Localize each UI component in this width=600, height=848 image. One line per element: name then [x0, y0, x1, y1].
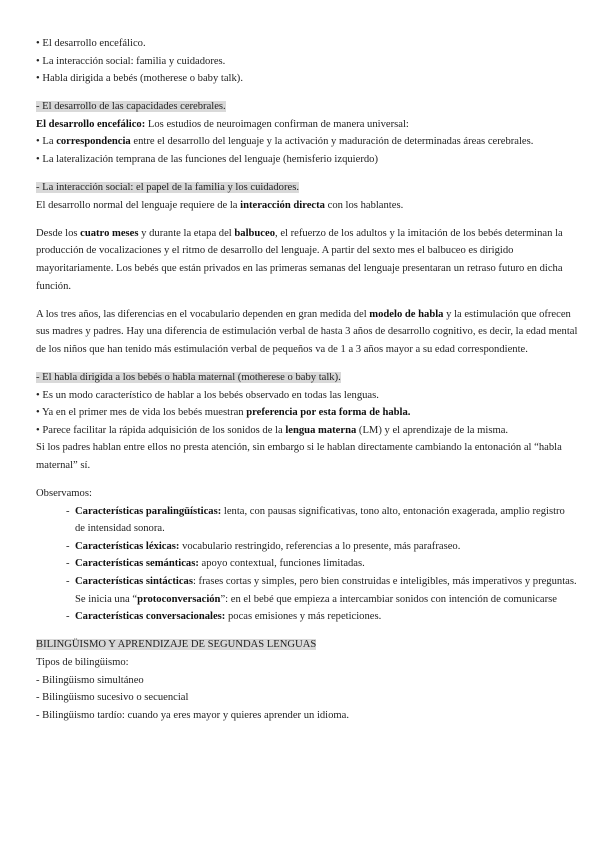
text-segment: de los niños que han tenido más estimulación verbal de pequeños va de 1 a 3 años mayor a su edad correspondiente.	[36, 343, 528, 355]
paragraph-spacer	[36, 88, 571, 99]
text-line	[36, 591, 571, 609]
bold-term: Características paralingüísticas:	[75, 505, 222, 517]
bold-term: interacción directa	[240, 199, 325, 211]
text-segment: maternal” sí.	[36, 459, 91, 471]
text-line	[36, 197, 571, 215]
text-segment: y durante la etapa del	[138, 227, 235, 239]
text-segment: Si los padres hablan entre ellos no presta atención, sin embargo si le hablan directamente cambiando la entonación al “habla	[36, 442, 562, 454]
text-segment: - La interacción social: el papel de la familia y los cuidadores.	[36, 182, 299, 194]
text-line	[36, 439, 571, 457]
text-line	[36, 689, 571, 707]
text-segment: , el refuerzo de los adultos y la imitación de los bebés determinan la	[275, 227, 563, 239]
text-segment: (LM) y el aprendizaje de la misma.	[356, 424, 509, 436]
list-item	[36, 538, 571, 556]
text-segment: lenta, con pausas significativas, tono alto, entonación exagerada, amplio registro	[221, 505, 565, 517]
text-line	[36, 260, 571, 278]
text-line	[36, 278, 571, 296]
document-page	[36, 35, 578, 724]
list-dash-marker: -	[66, 505, 70, 517]
text-line	[36, 485, 571, 503]
list-item-text	[66, 558, 365, 569]
text-segment: BILINGÜISMO Y APRENDIZAJE DE SEGUNDAS LENGUAS	[36, 639, 317, 651]
list-item-text	[66, 611, 381, 622]
text-line	[36, 242, 571, 260]
list-dash-marker: -	[66, 558, 70, 570]
text-segment: producción de vocalizaciones y el ritmo de desarrollo del lenguaje. A partir del sexto mes el balbuceo es dirigido	[36, 245, 514, 257]
section-heading	[36, 98, 571, 116]
section-heading	[36, 179, 571, 197]
bold-term: El desarrollo encefálico:	[36, 118, 146, 130]
paragraph-spacer	[36, 214, 571, 225]
list-item-text	[66, 576, 577, 587]
bold-term: correspondencia	[56, 136, 131, 148]
list-item	[36, 573, 577, 591]
highlighted-heading-text	[36, 372, 341, 383]
text-segment: Observamos:	[36, 488, 92, 500]
text-line	[36, 457, 571, 475]
bold-term: preferencia por esta forma de habla.	[246, 407, 411, 419]
text-line	[36, 35, 571, 53]
text-line	[36, 404, 571, 422]
bold-term: modelo de habla	[369, 308, 444, 320]
text-segment: sus madres y padres. Hay una diferencia de estimulación verbal de hasta 3 años de desarrollo cognitivo, es decir, la edad mental	[36, 326, 578, 338]
text-segment: - El habla dirigida a los bebés o habla maternal (motherese o baby talk).	[36, 372, 341, 383]
text-line	[36, 387, 571, 405]
text-line	[36, 422, 571, 440]
bold-term: balbuceo	[234, 227, 276, 239]
text-segment: • Ya en el primer mes de vida los bebés muestran	[36, 407, 247, 419]
text-segment: vocabulario restringido, referencias a lo presente, más parafraseo.	[179, 540, 461, 552]
paragraph-spacer	[36, 475, 571, 486]
text-segment: • La interacción social: familia y cuidadores.	[36, 55, 226, 67]
list-item	[36, 503, 571, 521]
text-line	[36, 70, 571, 88]
bold-term: Características léxicas:	[75, 540, 180, 552]
bold-term: Características semánticas:	[75, 558, 199, 570]
text-segment: de intensidad sonora.	[75, 523, 165, 535]
highlighted-heading-text	[36, 101, 226, 112]
bold-term: protoconversación	[137, 593, 221, 605]
text-segment: • Es un modo característico de hablar a los bebés observado en todas las lenguas.	[36, 389, 379, 401]
text-segment: mayoritariamente. Los bebés que están privados en las primeras semanas del lenguaje presentaran un retraso futuro en dicha	[36, 263, 563, 275]
list-item	[36, 608, 571, 626]
text-segment: Se inicia una “	[75, 593, 138, 605]
list-item-text	[66, 541, 460, 552]
text-segment: apoyo contextual, funciones limitadas.	[198, 558, 365, 570]
text-line	[36, 116, 571, 134]
text-line	[36, 520, 571, 538]
text-segment: entre el desarrollo del lenguaje y la activación y maduración de determinadas áreas cerebrales.	[130, 136, 534, 148]
bold-term: Características sintácticas	[75, 576, 193, 588]
list-item-text	[66, 506, 565, 517]
paragraph-spacer	[36, 169, 571, 180]
text-segment: • La lateralización temprana de las funciones del lenguaje (hemisferio izquierdo)	[36, 154, 378, 166]
text-segment: Tipos de bilingüismo:	[36, 656, 129, 668]
bold-term: cuatro meses	[80, 227, 139, 239]
text-line	[36, 707, 571, 725]
paragraph-spacer	[36, 626, 571, 637]
bold-term: Características conversacionales:	[75, 611, 226, 623]
text-line	[36, 151, 571, 169]
list-dash-marker: -	[66, 540, 70, 552]
highlighted-heading-text	[36, 639, 316, 650]
text-segment: Los estudios de neuroimagen confirman de manera universal:	[145, 118, 409, 130]
text-segment: pocas emisiones y más repeticiones.	[225, 611, 382, 623]
list-dash-marker: -	[66, 611, 70, 623]
paragraph-spacer	[36, 295, 571, 306]
text-line	[36, 53, 571, 71]
text-line	[36, 133, 571, 151]
list-item	[36, 555, 571, 573]
text-segment: con los hablantes.	[324, 199, 404, 211]
text-segment: • Habla dirigida a bebés (motherese o baby talk).	[36, 73, 243, 85]
highlighted-heading-text	[36, 182, 299, 193]
text-segment: El desarrollo normal del lenguaje requiere de la	[36, 199, 241, 211]
text-segment: y la estimulación que ofrecen	[443, 308, 571, 320]
text-line	[36, 225, 571, 243]
text-segment: Desde los	[36, 227, 81, 239]
section-heading	[36, 369, 571, 387]
text-segment: • Parece facilitar la rápida adquisición de los sonidos de la	[36, 424, 286, 436]
text-segment: función.	[36, 280, 72, 292]
bold-term: lengua materna	[285, 424, 357, 436]
text-line	[36, 323, 578, 341]
list-dash-marker: -	[66, 576, 70, 588]
text-segment: - Bilingüismo tardío: cuando ya eres mayor y quieres aprender un idioma.	[36, 709, 350, 721]
text-segment: - El desarrollo de las capacidades cerebrales.	[36, 101, 226, 113]
text-segment: - Bilingüismo simultáneo	[36, 674, 144, 686]
text-segment: • El desarrollo encefálico.	[36, 38, 146, 49]
text-segment: - Bilingüismo sucesivo o secuencial	[36, 692, 189, 704]
text-line	[36, 306, 571, 324]
text-line	[36, 654, 571, 672]
text-segment: • La	[36, 136, 57, 148]
text-line	[36, 341, 571, 359]
text-line	[36, 672, 571, 690]
paragraph-spacer	[36, 359, 571, 370]
text-segment: ”: en el bebé que empieza a intercambiar sonidos con intención de comunicarse	[220, 593, 557, 605]
text-segment: : frases cortas y simples, pero bien construidas e inteligibles, más imperativos y preguntas.	[192, 576, 577, 588]
text-segment: A los tres años, las diferencias en el vocabulario dependen en gran medida del	[36, 308, 370, 320]
section-heading	[36, 636, 571, 654]
